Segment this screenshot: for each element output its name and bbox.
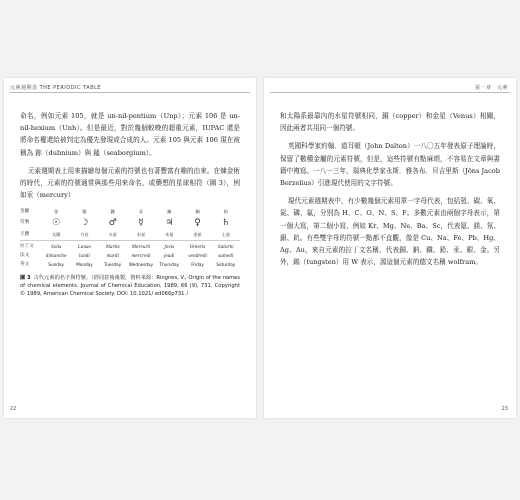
- paragraph: 英國科學家約翰．道耳頓（John Dalton）一八〇五年發表原子理論時，保留了數種金屬的元素符號，但是，這些符號有點麻煩，不容易在文章與書籍中複寫。一八一三年，瑞典化學家永斯．雅各布．貝吉里斯（Jöns Jacob Berzelius）引進現代使用的文字符號。: [280, 142, 500, 188]
- celestial-body: 木星: [165, 231, 174, 237]
- french-day: mardi: [106, 252, 119, 258]
- paragraph: 元素週期表上用來描繪每個元素的符號也有著豐富有趣的由來。在煉金術的時代，元素的符號通常與那些用來命名，或藥想的星球相符（圖 3），例如汞（mercury）: [20, 166, 240, 200]
- english-day: Tuesday: [104, 261, 122, 267]
- left-body: [20, 110, 240, 298]
- metal-name: 金: [54, 208, 59, 214]
- right-body: [280, 110, 500, 274]
- venus-symbol-icon: ♀: [194, 218, 201, 229]
- english-day: Thursday: [159, 261, 179, 267]
- latin-name: Lunae: [77, 243, 91, 249]
- row-label: 法文: [20, 252, 30, 258]
- celestial-body: 太陽: [51, 231, 61, 237]
- paragraph: 命名，例如元素 105，就是 un-nil-pentium（Unp）；元素 106 是 un-nil-hexium（Unh）。但是最近，對於幾個較晚的超重元素，IUPAC 還是將命名權還給被判定為優先發現或合成的人。元素 105 與元素 106 現在被稱為 鉨（dubnium）與 鎑（seaborgium）。: [20, 112, 240, 157]
- english-day: Saturday: [216, 261, 236, 267]
- celestial-body: 月亮: [80, 231, 89, 237]
- caption-text: 古代元素的名字與符號。（經同意後複製，資料來源：Ringnes, V., Origin of the names of chemical elements. Journal of Chemical Education, 1989, 66 (9), 731. Copyright © 1989, American Chemical Society. DOI: 10.1021/ ed066p731.）: [20, 275, 240, 298]
- latin-name: Jovis: [164, 243, 175, 249]
- moon-symbol-icon: ☽: [80, 218, 89, 229]
- left-page: [4, 78, 256, 418]
- figure-row-english: [20, 260, 240, 269]
- caption-number: 圖 3: [20, 275, 31, 282]
- sun-symbol-icon: ☉: [52, 218, 61, 229]
- latin-name: Veneris: [189, 243, 206, 249]
- row-label: 符號: [20, 220, 30, 226]
- mercury-symbol-icon: ☿: [138, 218, 144, 229]
- french-day: mercredi: [131, 252, 151, 258]
- metal-name: 銀: [82, 208, 87, 214]
- header-rule: [270, 92, 510, 93]
- celestial-body: 金星: [193, 231, 202, 237]
- paragraph: 現代元素週期表中，有少數幾個元素用單一字母代表，包括氫、碳、氧、氮、磷、氟，分別為 H、C、O、N、S、F。多數元素由兩個字母表示，第一個大寫，第二個小寫，例如 Kr、Mg、Ne、Ba、Sc，代表氪、鎂、氖、鋇、鈧。有些雙字母的符號一點都不直觀，像是 Cu、Na、Fe、Pb、Hg、Ag、Au，來自元素的拉丁文名稱，代表銅、鈉、鐵、鉛、汞、銀、金。另外，鎢（tungsten）用 W 表示，源這個元素的德文名稱 wolfram。: [280, 197, 500, 267]
- metal-name: 銅: [195, 208, 200, 214]
- metal-name: 汞: [138, 208, 144, 214]
- french-day: dimanche: [45, 252, 67, 258]
- figure-caption: [20, 274, 240, 298]
- saturn-symbol-icon: ♄: [221, 218, 230, 229]
- running-head-left: 元素週期表 THE PERIODIC TABLE: [10, 85, 102, 91]
- latin-name: Solis: [51, 243, 62, 249]
- paragraph: 和太陽系最靠內的水星符號相同，銅（copper）和金星（Venus）相關，因此兩者共用同一個符號。: [280, 112, 500, 133]
- page-number-left: 22: [10, 406, 17, 412]
- metal-name: 鐵: [110, 208, 115, 214]
- english-day: Friday: [191, 261, 204, 267]
- latin-name: Martis: [105, 243, 120, 249]
- english-day: Monday: [76, 261, 93, 267]
- row-label: 金屬: [20, 208, 30, 214]
- jupiter-symbol-icon: ♃: [165, 218, 174, 229]
- figure-row-bodies: [20, 230, 240, 239]
- celestial-body: 水星: [136, 231, 146, 237]
- row-label: 天體: [20, 231, 30, 237]
- right-page: [264, 78, 516, 418]
- page-number-right: 23: [501, 406, 508, 412]
- french-day: samedi: [218, 252, 234, 258]
- french-day: lundi: [79, 252, 90, 258]
- latin-name: Mercurii: [131, 243, 151, 249]
- metal-name: 鉛: [223, 208, 228, 214]
- mars-symbol-icon: ♂: [108, 218, 117, 229]
- celestial-body: 土星: [221, 231, 231, 237]
- celestial-body: 火星: [108, 231, 117, 237]
- row-label: 英文: [20, 261, 30, 267]
- english-day: Sunday: [48, 261, 64, 267]
- figure-row-metals: [20, 207, 240, 216]
- row-label: 拉丁文: [20, 243, 34, 249]
- latin-name: Saturni: [217, 243, 234, 249]
- header-rule: [10, 92, 250, 93]
- french-day: jeudi: [164, 252, 175, 258]
- french-day: vendredi: [188, 252, 207, 258]
- running-head-right: 第一章 元素: [474, 85, 508, 91]
- figure-ancient-elements: [20, 207, 240, 298]
- english-day: Wednesday: [128, 261, 154, 267]
- metal-name: 錫: [167, 208, 172, 214]
